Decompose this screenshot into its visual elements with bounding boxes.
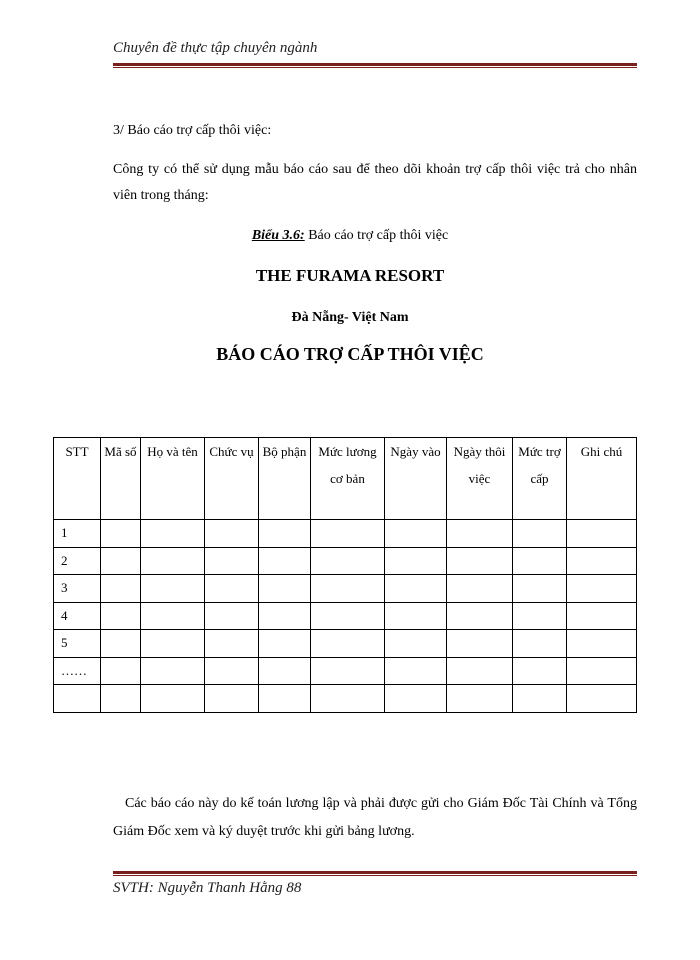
column-header: Mức trợ cấp xyxy=(513,438,567,520)
column-header: Ghi chú xyxy=(567,438,637,520)
column-header: Bộ phận xyxy=(259,438,311,520)
table-row xyxy=(54,520,637,548)
intro-paragraph: Công ty có thể sử dụng mẫu báo cáo sau để theo dõi khoản trợ cấp thôi việc trả cho nhân viên trong tháng: xyxy=(113,162,637,203)
table-row xyxy=(54,575,637,603)
footer-author: SVTH: Nguyễn Thanh Hằng 88 xyxy=(113,880,302,896)
table-row xyxy=(54,630,637,658)
caption-label: Biểu 3.6: xyxy=(251,228,305,243)
column-header: Mức lương cơ bản xyxy=(311,438,385,520)
row-number: …… xyxy=(54,657,101,685)
row-number: 3 xyxy=(54,575,101,603)
column-header: Mã số xyxy=(101,438,141,520)
row-number xyxy=(54,685,101,713)
column-header: Chức vụ xyxy=(205,438,259,520)
figure-caption xyxy=(0,223,700,249)
company-location: Đà Nẵng- Việt Nam xyxy=(291,310,409,325)
table-row xyxy=(54,685,637,713)
table-row xyxy=(54,547,637,575)
report-title: BÁO CÁO TRỢ CẤP THÔI VIỆC xyxy=(216,344,484,364)
column-header: Họ và tên xyxy=(141,438,205,520)
severance-report-table xyxy=(53,437,637,713)
row-number: 1 xyxy=(54,520,101,548)
footer-rule xyxy=(113,871,637,876)
column-header: STT xyxy=(54,438,101,520)
row-number: 2 xyxy=(54,547,101,575)
closing-paragraph: Các báo cáo này do kế toán lương lập và phải được gửi cho Giám Đốc Tài Chính và Tổng Giám Đốc xem và ký duyệt trước khi gửi bảng lương. xyxy=(113,796,637,839)
caption-text: Báo cáo trợ cấp thôi việc xyxy=(304,228,449,243)
column-header: Ngày thôi việc xyxy=(447,438,513,520)
table-row xyxy=(54,602,637,630)
row-number: 5 xyxy=(54,630,101,658)
table-header-row xyxy=(54,438,637,520)
table-row xyxy=(54,657,637,685)
row-number: 4 xyxy=(54,602,101,630)
column-header: Ngày vào xyxy=(385,438,447,520)
company-name: THE FURAMA RESORT xyxy=(255,266,445,285)
header-rule xyxy=(113,63,637,68)
page-header-title: Chuyên đề thực tập chuyên ngành xyxy=(113,40,318,56)
section-title: 3/ Báo cáo trợ cấp thôi việc: xyxy=(113,123,272,138)
